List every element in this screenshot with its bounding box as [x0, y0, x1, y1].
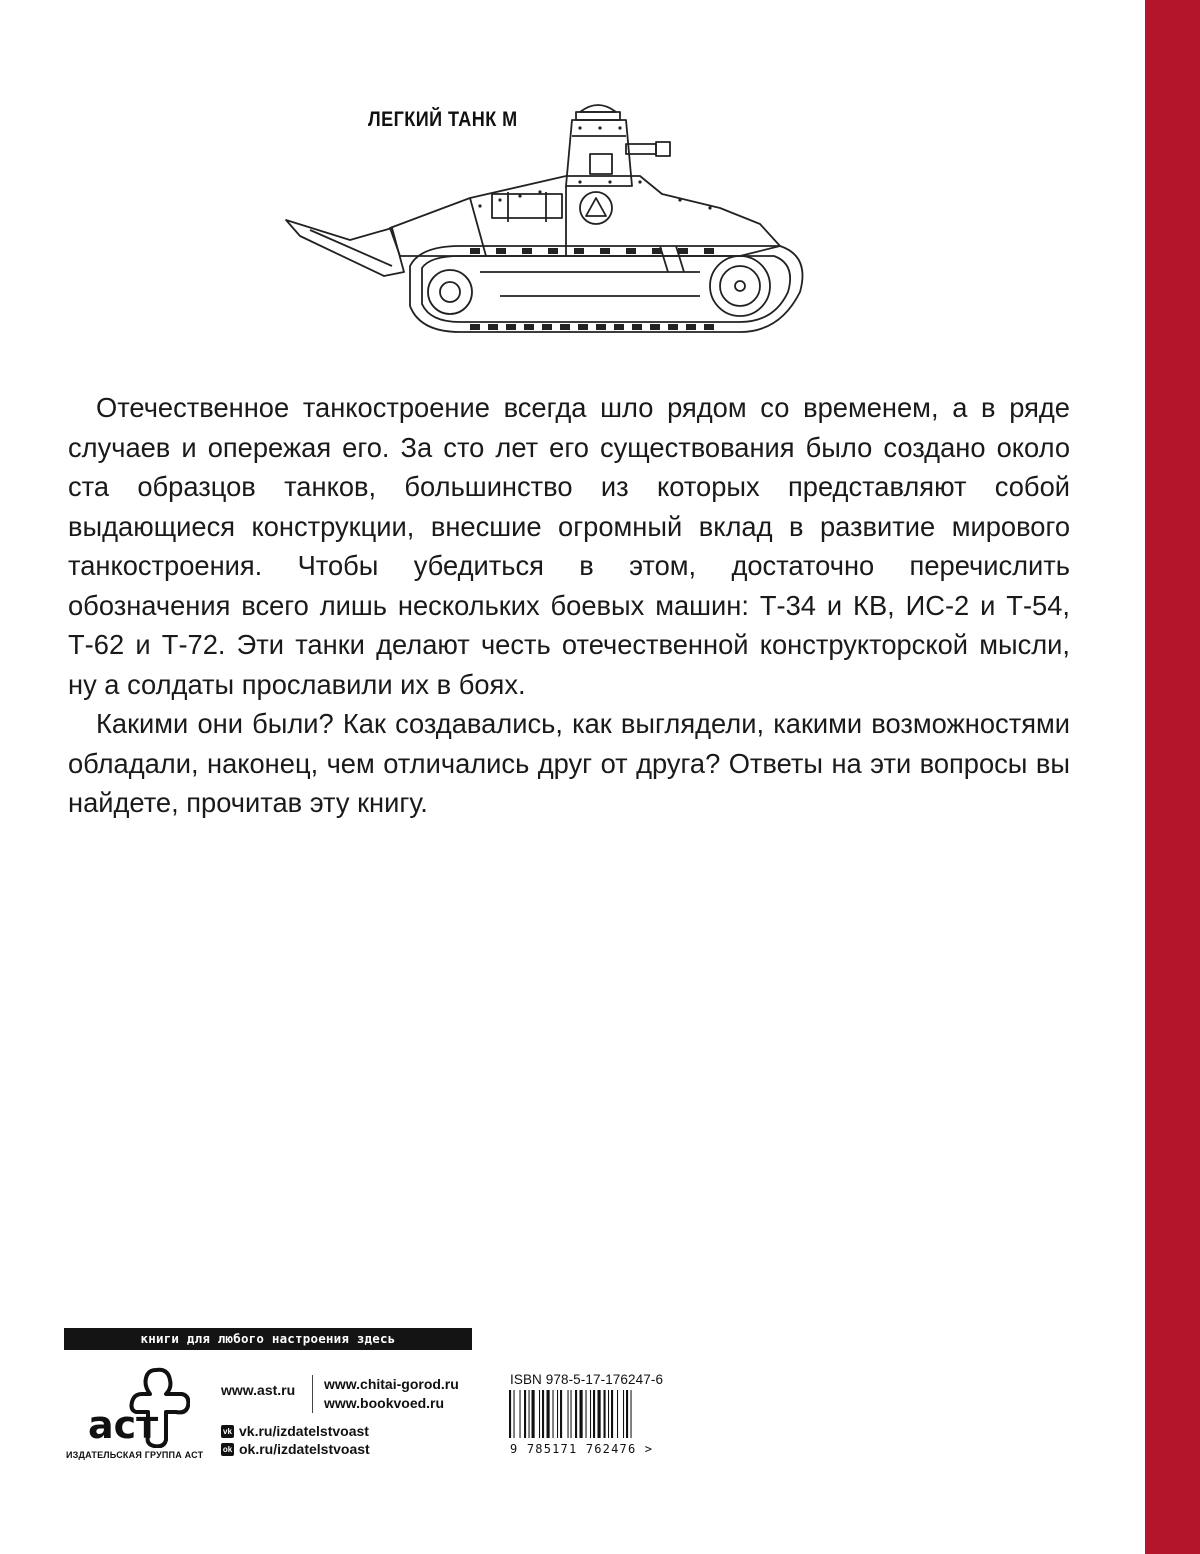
social-ok-link[interactable]: ok.ru/izdatelstvoast — [239, 1441, 370, 1457]
barcode-bar — [509, 1390, 511, 1438]
vk-icon: vk — [221, 1425, 234, 1438]
barcode-bar — [560, 1390, 562, 1438]
barcode-bar — [539, 1390, 540, 1438]
social-vk-link[interactable]: vk.ru/izdatelstvoast — [239, 1423, 369, 1439]
partner-sites — [324, 1375, 459, 1413]
barcode-bar — [514, 1390, 515, 1438]
barcode-bar — [623, 1390, 624, 1438]
barcode-bar — [557, 1390, 558, 1438]
barcode-bar — [586, 1390, 587, 1438]
barcode-bar — [524, 1390, 526, 1438]
barcode-bar — [571, 1390, 572, 1438]
barcode-bar — [604, 1390, 606, 1438]
tagline-bar: книги для любого настроения здесь — [64, 1328, 472, 1350]
barcode-bar — [611, 1390, 613, 1438]
paragraph-1: Отечественное танкостроение всегда шло рядом со временем, а в ряде случаев и опережая его. За сто лет его существования было создано около ста образцов танков, большинство из которых представляют собой выдающиеся конструкции, внесшие огромный вклад в развитие мирового танкостроения. Чтобы убедиться в этом, достаточно перечислить обозначения всего лишь нескольких боевых машин: Т-34 и КВ, ИС-2 и Т-54, Т-62 и Т-72. Эти танки делают честь отечественной конструкторской мысли, ну а солдаты прославили их в боях. — [68, 392, 1070, 700]
illustration-caption: ЛЕГКИЙ ТАНК М — [368, 108, 518, 131]
barcode-bar — [580, 1390, 583, 1438]
barcode-bar — [553, 1390, 554, 1438]
barcode-bar — [593, 1390, 595, 1438]
barcode-bar — [598, 1390, 601, 1438]
tank-illustration — [280, 96, 820, 338]
barcode-bar — [617, 1390, 618, 1438]
ast-logo — [86, 1366, 190, 1448]
barcode-bar — [520, 1390, 521, 1438]
barcode — [508, 1390, 680, 1438]
site-link-bookvoed[interactable]: www.bookvoed.ru — [324, 1395, 445, 1411]
barcode-digits: 9 785171 762476 > — [510, 1442, 654, 1456]
barcode-bar — [626, 1390, 628, 1438]
barcode-bar — [575, 1390, 577, 1438]
barcode-bar — [532, 1390, 535, 1438]
barcode-bar — [568, 1390, 569, 1438]
barcode-bar — [631, 1390, 632, 1438]
barcode-bar — [590, 1390, 591, 1438]
barcode-bar — [608, 1390, 609, 1438]
barcode-bar — [542, 1390, 544, 1438]
isbn-label: ISBN 978-5-17-176247-6 — [510, 1372, 664, 1387]
barcode-bar — [529, 1390, 530, 1438]
ok-icon: ok — [222, 1444, 233, 1454]
site-link-ast[interactable]: www.ast.ru — [221, 1382, 296, 1398]
paragraph-2: Какими они были? Как создавались, как выглядели, какими возможностями обладали, наконец, чем отличались друг от друга? Ответы на эти вопросы вы найдете, прочитав эту книгу. — [68, 708, 1070, 818]
site-link-chitai-gorod[interactable]: www.chitai-gorod.ru — [324, 1376, 459, 1392]
red-side-band — [1145, 0, 1200, 1554]
site-divider — [312, 1375, 313, 1413]
annotation-text — [68, 388, 1070, 823]
publisher-group-label: ИЗДАТЕЛЬСКАЯ ГРУППА АСТ — [66, 1450, 204, 1460]
barcode-bar — [547, 1390, 550, 1438]
logo-text: аст — [88, 1403, 159, 1447]
social-vk[interactable] — [221, 1423, 369, 1439]
social-ok[interactable] — [221, 1441, 370, 1457]
